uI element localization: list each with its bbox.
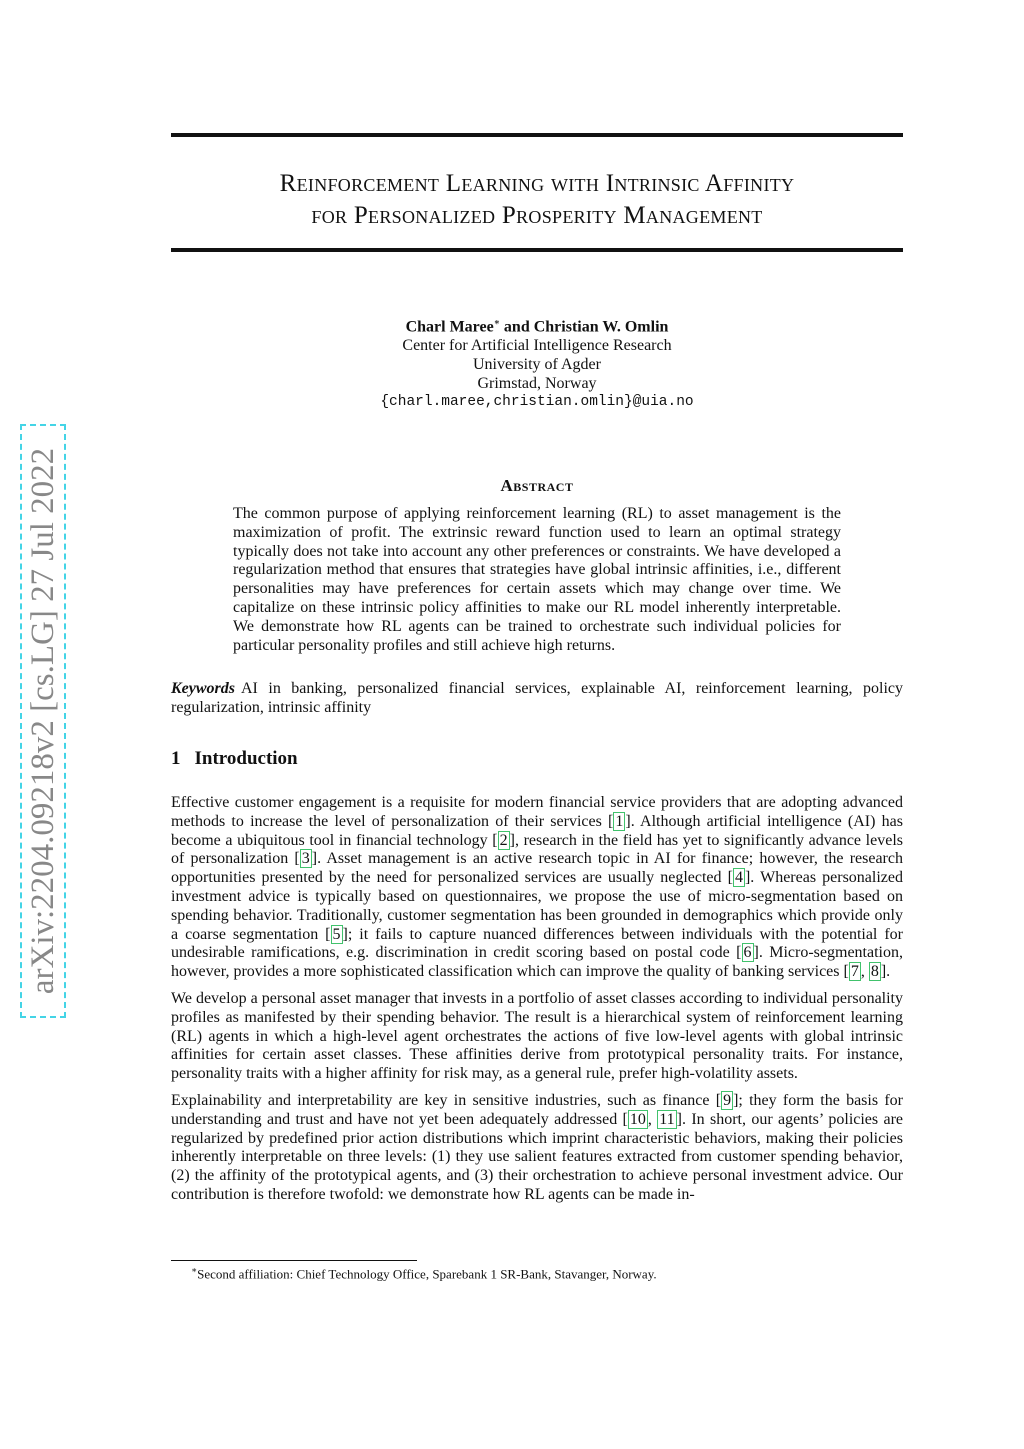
footnote-rule xyxy=(171,1260,417,1261)
abstract-text: The common purpose of applying reinforcement learning (RL) to asset management is the maximization of profit. The extrinsic reward function used to learn an optimal strategy typically does not take into account any other preferences or constraints. We have developed a regularization method that ensures that strategies have global intrinsic affinities, i.e., different personalities may have preferences for certain assets which may change over time. We capitalize on these intrinsic policy affinities to make our RL model inherently interpretable. We demonstrate how RL agents can be trained to orchestrate such individual policies for particular personality profiles and still achieve high returns. xyxy=(233,505,841,654)
paper-title xyxy=(171,168,903,232)
affiliation-marker: ∗ xyxy=(493,317,500,327)
title-line-1: Reinforcement Learning with Intrinsic Affinity xyxy=(279,170,795,197)
citation-link[interactable]: 11 xyxy=(659,1110,675,1128)
affiliation-line-3: Grimstad, Norway xyxy=(477,375,597,393)
body-text xyxy=(171,794,903,1213)
paragraph-1: Effective customer engagement is a requisite for modern financial service providers that are adopting advanced methods to increase the level of personalization of their services [ 1 ]. Although artificial intelligence (AI) has become a ubiquitous tool in financial technology [ 2 ], research in the field has yet to significantly advance levels of personalization [ 3 ]. Asset management is an active research topic in AI for finance; however, the research opportunities presented by the need for personalized services are usually neglected [ 4 ]. Whereas personalized investment advice is typically based on questionnaires, we propose the use of micro-segmentation based on spending behavior. Traditionally, customer segmentation has been grounded in demographics which provide only a coarse segmentation [ 5 ]; it fails to capture nuanced differences between individuals with the potential for undesirable ramifications, e.g. discrimination in credit scoring based on postal code [ 6 ]. Micro-segmentation, however, provides a more sophisticated classification which can improve the quality of banking services [ 7 , 8 ]. xyxy=(171,794,903,981)
title-bottom-rule xyxy=(171,248,903,252)
title-top-rule xyxy=(171,133,903,137)
affiliation-line-1: Center for Artificial Intelligence Research xyxy=(402,337,672,355)
keywords xyxy=(171,680,903,718)
arxiv-stamp-text: arXiv:2204.09218v2 [cs.LG] 27 Jul 2022 xyxy=(25,447,61,995)
footnote xyxy=(191,1265,657,1282)
keywords-label: Keywords xyxy=(171,680,235,697)
affiliation-line-2: University of Agder xyxy=(473,356,601,374)
section-title: Introduction xyxy=(194,748,298,769)
keywords-text: AI in banking, personalized financial services, explainable AI, reinforcement learning, policy regularization, intrinsic affinity xyxy=(171,680,903,716)
footnote-marker: ∗ xyxy=(191,1265,198,1275)
citation-link[interactable]: 1 xyxy=(615,812,624,830)
footnote-text: Second affiliation: Chief Technology Office, Sparebank 1 SR-Bank, Stavanger, Norway. xyxy=(197,1266,657,1282)
author-block xyxy=(300,313,774,412)
citation-link[interactable]: 3 xyxy=(301,850,310,868)
citation-link[interactable]: 6 xyxy=(743,944,752,962)
arxiv-stamp[interactable] xyxy=(20,424,66,1018)
paragraph-2: We develop a personal asset manager that invests in a portfolio of asset classes according to individual personality profiles as manifested by their spending behavior. The result is a hierarchical system of reinforcement learning (RL) agents in which a high-level agent orchestrates the actions of five low-level agents with global intrinsic affinities for certain asset classes. These affinities derive from prototypical personality traits. For instance, personality traits with a higher affinity for risk may, as a general rule, prefer high-volatility assets. xyxy=(171,989,903,1083)
citation-link[interactable]: 4 xyxy=(734,869,743,887)
citation-link[interactable]: 7 xyxy=(850,963,859,981)
citation-link[interactable]: 8 xyxy=(870,963,879,981)
author-email[interactable]: {charl.maree,christian.omlin}@uia.no xyxy=(380,394,694,411)
section-heading xyxy=(171,748,298,770)
section-number: 1 xyxy=(171,748,181,769)
abstract-heading: Abstract xyxy=(500,476,574,495)
citation-link[interactable]: 5 xyxy=(332,925,341,943)
title-line-2: for Personalized Prosperity Management xyxy=(311,202,763,229)
citation-link[interactable]: 9 xyxy=(723,1091,732,1109)
author-names: Charl Maree∗ and Christian W. Omlin xyxy=(405,317,669,336)
citation-link[interactable]: 2 xyxy=(499,831,508,849)
paragraph-3: Explainability and interpretability are key in sensitive industries, such as finance [ 9 ]; they form the basis for understanding and trust and have not yet been adequately addressed [ 10 , 11 ]. In short, our agents’ policies are regularized by predefined prior action distributions which imprint characteristic behaviors, making their policies inherently interpretable on three levels: (1) they use salient features extracted from customer spending behavior, (2) the affinity of the prototypical agents, and (3) their orchestration to achieve personal investment advice. Our contribution is therefore twofold: we demonstrate how RL agents can be made in- xyxy=(171,1091,904,1203)
citation-link[interactable]: 10 xyxy=(629,1110,646,1128)
